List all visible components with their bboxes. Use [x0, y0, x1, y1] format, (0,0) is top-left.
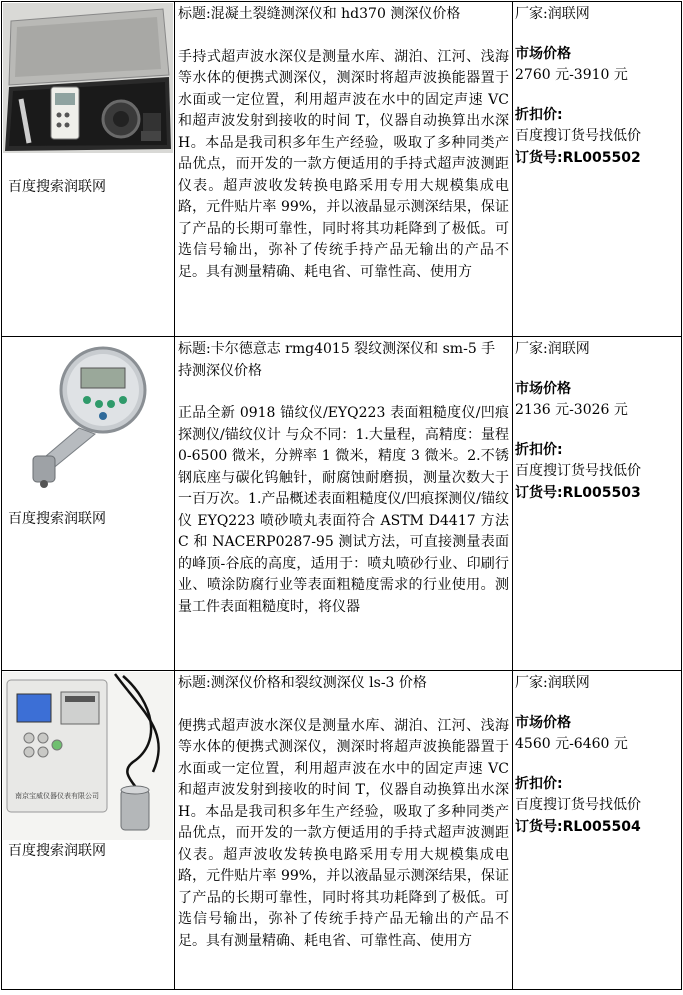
product-price-cell — [513, 337, 682, 671]
vendor-label: 厂家:润联网 — [515, 341, 590, 357]
order-number: 订货号:RL005503 — [515, 484, 641, 501]
market-price-label: 市场价格 — [515, 380, 571, 397]
digital-depth-gauge-photo — [3, 338, 173, 498]
market-price-label: 市场价格 — [515, 714, 571, 731]
photo-brand-label: 南京宝威仪器仪表有限公司 — [15, 792, 99, 800]
product-description: 手持式超声波水深仪是测量水库、湖泊、江河、浅海等水体的便携式测深仪，测深时将超声波换能器置于水面或一定位置，利用超声波在水中的固定声速 VC 和超声波发射到接收的时间 T，仪器自动换算出水深 H。本品是我司积多年生产经验，吸取了多种同类产品优点，而开发的一款方便适用的手持式超声波测距仪表。超声波收发转换电路采用专用大规模集成电路，元件贴片率 99%，并以液晶显示测深结果，保证了产品的长期可靠性，同时将其功耗降到了极低。可选信号输出，弥补了传统手持产品无输出的产品不足。具有测量精确、耗电省、可靠性高、使用方 — [178, 48, 509, 280]
vendor-label: 厂家:润联网 — [515, 6, 590, 22]
product-price-cell — [513, 671, 682, 990]
discount-text: 百度搜订货号找低价 — [515, 128, 641, 144]
market-price-value: 2760 元-3910 元 — [515, 67, 628, 83]
discount-label: 折扣价: — [515, 775, 563, 792]
depth-meter-with-probe-photo — [3, 672, 173, 840]
market-price-label: 市场价格 — [515, 45, 571, 62]
ultrasonic-depth-meter-case-photo — [3, 3, 173, 153]
discount-label: 折扣价: — [515, 441, 563, 458]
discount-text: 百度搜订货号找低价 — [515, 463, 641, 479]
product-title: 标题:卡尔德意志 rmg4015 裂纹测深仪和 sm-5 手持测深仪价格 — [178, 341, 496, 379]
product-description-cell — [175, 671, 513, 990]
vendor-label: 厂家:润联网 — [515, 675, 590, 691]
product-price-cell — [513, 2, 682, 337]
market-price-value: 2136 元-3026 元 — [515, 402, 628, 418]
product-description-cell — [175, 337, 513, 671]
product-description: 便携式超声波水深仪是测量水库、湖泊、江河、浅海等水体的便携式测深仪，测深时将超声波换能器置于水面或一定位置，利用超声波在水中的固定声速 VC 和超声波发射到接收的时间 T，仪器自动换算出水深 H。本品是我司积多年生产经验，吸取了多种同类产品优点，而开发的一款方便适用的手持式超声波测距仪表。超声波收发转换电路采用专用大规模集成电路，元件贴片率 99%，并以液晶显示测深结果，保证了产品的长期可靠性，同时将其功耗降到了极低。可选信号输出，弥补了传统手持产品无输出的产品不足。具有测量精确、耗电省、可靠性高、使用方 — [178, 717, 509, 949]
product-row — [2, 2, 682, 337]
product-table — [1, 1, 682, 990]
product-image-cell — [2, 2, 175, 337]
product-description-cell — [175, 2, 513, 337]
discount-label: 折扣价: — [515, 106, 563, 123]
product-description: 正品全新 0918 锚纹仪/EYQ223 表面粗糙度仪/凹痕探测仪/锚纹仪计 与众不同：1.大量程，高精度：量程 0-6500 微米，分辨率 1 微米，精度 3 微米。2.不锈钢底座与碳化钨触针，耐腐蚀耐磨损，测量次数大于一百万次。1.产品概述表面粗糙度仪/凹痕探测仪/锚纹仪 EYQ223 喷砂喷丸表面符合 ASTM D4417 方法 C 和 NACERP0287-95 测试方法，可直接测量表面的峰顶-谷底的高度，适用于：喷丸喷砂行业、印刷行业、喷涂防腐行业等表面粗糙度需求的行业使用。测量工件表面粗糙度时，将仪器 — [178, 405, 509, 615]
product-row — [2, 671, 682, 990]
order-number: 订货号:RL005502 — [515, 149, 641, 166]
product-image-cell — [2, 337, 175, 671]
caption-text: 百度搜索润联网 — [8, 511, 106, 527]
product-title: 标题:混凝土裂缝测深仪和 hd370 测深仪价格 — [178, 6, 461, 22]
order-number: 订货号:RL005504 — [515, 818, 641, 835]
caption-text: 百度搜索润联网 — [8, 179, 106, 195]
discount-text: 百度搜订货号找低价 — [515, 797, 641, 813]
product-title: 标题:测深仪价格和裂纹测深仪 ls-3 价格 — [178, 675, 427, 691]
caption-text: 百度搜索润联网 — [8, 843, 106, 859]
product-image-cell — [2, 671, 175, 990]
market-price-value: 4560 元-6460 元 — [515, 736, 628, 752]
product-row — [2, 337, 682, 671]
